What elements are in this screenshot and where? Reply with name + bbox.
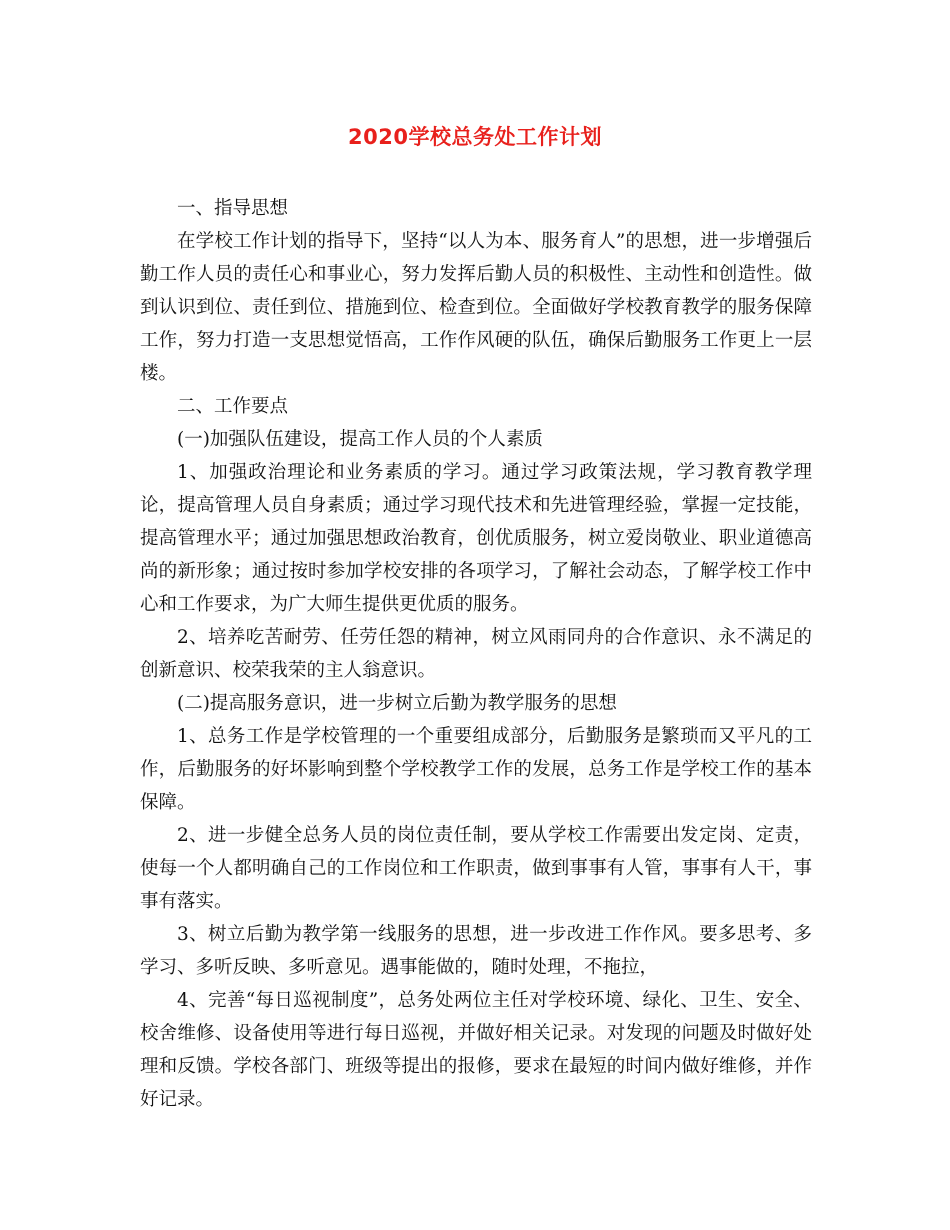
document-title: 2020学校总务处工作计划 — [348, 125, 602, 149]
paragraph-item-1-study: 1、加强政治理论和业务素质的学习。通过学习政策法规，学习教育教学理论，提高管理人员自身素质；通过学习现代技术和先进管理经验，掌握一定技能，提高管理水平；通过加强思想政治教育，创优质服务，树立爱岗敬业、职业道德高尚的新形象；通过按时参加学校安排的各项学习，了解社会动态，了解学校工作中心和工作要求，为广大师生提供更优质的服务。 — [140, 462, 812, 615]
subsection-heading-team-building: (一)加强队伍建设，提高工作人员的个人素质 — [177, 429, 543, 450]
paragraph-item-4-daily-patrol: 4、完善“每日巡视制度”，总务处两位主任对学校环境、绿化、卫生、安全、校舍维修、设备使用等进行每日巡视，并做好相关记录。对发现的问题及时做好处理和反馈。学校各部门、班级等提出的报修，要求在最短的时间内做好维修，并作好记录。 — [140, 990, 812, 1110]
document-body — [140, 192, 812, 1116]
paragraph-item-2-responsibility: 2、进一步健全总务人员的岗位责任制，要从学校工作需要出发定岗、定责，使每一个人都明确自己的工作岗位和工作职责，做到事事有人管，事事有人干，事事有落实。 — [140, 825, 812, 912]
subsection-heading-service-awareness: (二)提高服务意识，进一步树立后勤为教学服务的思想 — [177, 693, 617, 714]
paragraph-item-1-general-affairs: 1、总务工作是学校管理的一个重要组成部分，后勤服务是繁琐而又平凡的工作，后勤服务的好坏影响到整个学校教学工作的发展，总务工作是学校工作的基本保障。 — [140, 726, 812, 813]
section-heading-work-points: 二、工作要点 — [177, 396, 289, 417]
paragraph-item-2-spirit: 2、培养吃苦耐劳、任劳任怨的精神，树立风雨同舟的合作意识、永不满足的创新意识、校荣我荣的主人翁意识。 — [140, 627, 812, 681]
section-heading-guiding-thought: 一、指导思想 — [177, 198, 289, 219]
paragraph-item-3-service-thought: 3、树立后勤为教学第一线服务的思想，进一步改进工作作风。要多思考、多学习、多听反映、多听意见。遇事能做的，随时处理，不拖拉， — [140, 924, 812, 978]
paragraph-guiding-thought: 在学校工作计划的指导下，坚持“以人为本、服务育人”的思想，进一步增强后勤工作人员的责任心和事业心，努力发挥后勤人员的积极性、主动性和创造性。做到认识到位、责任到位、措施到位、检查到位。全面做好学校教育教学的服务保障工作，努力打造一支思想觉悟高，工作作风硬的队伍，确保后勤服务工作更上一层楼。 — [140, 231, 812, 384]
